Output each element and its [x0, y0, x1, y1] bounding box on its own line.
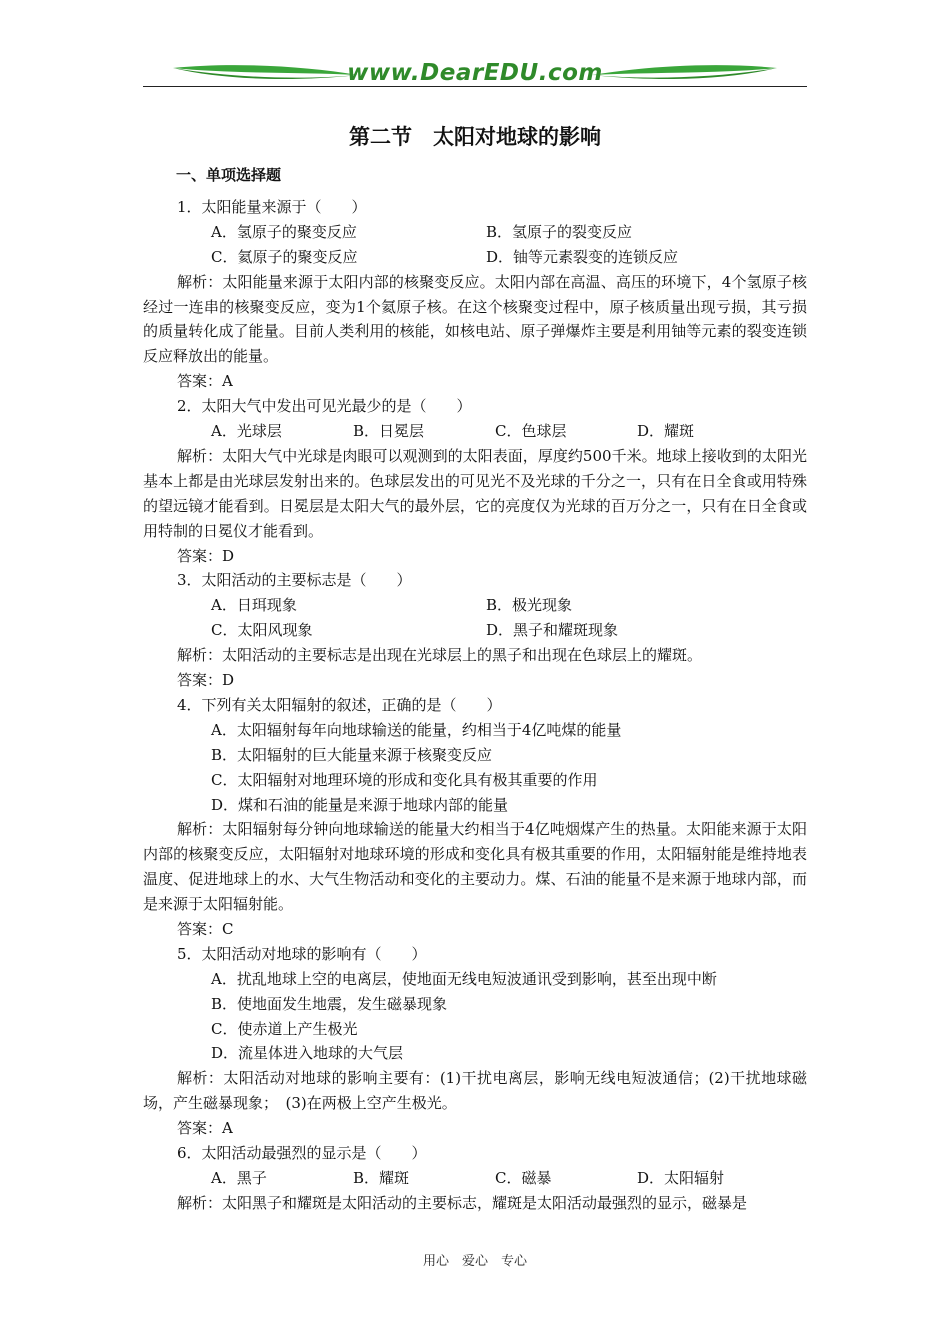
option: D．流星体进入地球的大气层	[211, 1044, 404, 1063]
option-row	[143, 419, 807, 444]
explanation: 解析：太阳活动的主要标志是出现在光球层上的黑子和出现在色球层上的耀斑。	[177, 646, 703, 665]
explanation: 解析：太阳活动对地球的影响主要有：(1)干扰电离层，影响无线电短波通信；(2)干扰地球磁场，产生磁暴现象； (3)在两极上空产生极光。	[143, 1069, 807, 1113]
answer: 答案：D	[177, 671, 235, 690]
site-logo-text: www.DearEDU.com	[347, 60, 603, 86]
explanation: 解析：太阳大气中光球是肉眼可以观测到的太阳表面，厚度约500千米。地球上接收到的太阳光基本上都是由光球层发射出来的。色球层发出的可见光不及光球的千分之一，只有在日全食或用特殊的望远镜才能看到。日冕层是太阳大气的最外层，它的亮度仅为光球的百万分之一，只有在日全食或用特制的日冕仪才能看到。	[143, 446, 807, 540]
option-row	[143, 220, 807, 245]
option-row	[143, 593, 807, 618]
option: D．太阳辐射	[637, 1168, 725, 1187]
option-row	[143, 1166, 807, 1191]
option: D．煤和石油的能量是来源于地球内部的能量	[211, 795, 509, 814]
option: B．使地面发生地震，发生磁暴现象	[211, 994, 448, 1013]
answer: 答案：C	[177, 920, 234, 939]
explanation: 解析：太阳辐射每分钟向地球输送的能量大约相当于4亿吨烟煤产生的热量。太阳能来源于太阳内部的核聚变反应，太阳辐射对地球环境的形成和变化具有极其重要的作用，太阳辐射能是维持地表温度、促进地球上的水、大气生物活动和变化的主要动力。煤、石油的能量不是来源于地球内部，而是来源于太阳辐射能。	[143, 820, 807, 914]
question-stem: 1．太阳能量来源于（ ）	[177, 198, 367, 216]
explanation: 解析：太阳黑子和耀斑是太阳活动的主要标志，耀斑是太阳活动最强烈的显示，磁暴是	[177, 1193, 748, 1212]
question-stem: 4．下列有关太阳辐射的叙述，正确的是（ ）	[177, 695, 502, 714]
page-title: 第二节 太阳对地球的影响	[349, 125, 601, 149]
option: C．色球层	[495, 422, 567, 441]
option: C．太阳风现象	[211, 621, 313, 640]
option: B．耀斑	[353, 1168, 410, 1187]
explanation: 解析：太阳能量来源于太阳内部的核聚变反应。太阳内部在高温、高压的环境下，4个氢原子核经过一连串的核聚变反应，变为1个氦原子核。在这个核聚变过程中，原子核质量出现亏损，其亏损的质量转化成了能量。目前人类利用的核能，如核电站、原子弹爆炸主要是利用铀等元素的裂变连锁反应释放出的能量。	[143, 272, 807, 366]
option: A．光球层	[211, 422, 282, 441]
option: B．氢原子的裂变反应	[486, 222, 633, 241]
site-header	[143, 58, 807, 92]
option: C．氦原子的聚变反应	[211, 247, 358, 266]
section-heading: 一、单项选择题	[176, 166, 282, 184]
option: C．太阳辐射对地理环境的形成和变化具有极其重要的作用	[211, 770, 598, 789]
question-stem: 5．太阳活动对地球的影响有（ ）	[177, 944, 427, 963]
answer: 答案：D	[177, 546, 235, 565]
question-stem: 6．太阳活动最强烈的显示是（ ）	[177, 1144, 427, 1163]
option: C．使赤道上产生极光	[211, 1019, 358, 1038]
option: A．黑子	[211, 1168, 267, 1187]
option: B．极光现象	[486, 596, 573, 615]
option: A．日珥现象	[211, 596, 297, 615]
option: D．铀等元素裂变的连锁反应	[486, 247, 679, 266]
question-stem: 3．太阳活动的主要标志是（ ）	[177, 571, 412, 590]
option: B．日冕层	[353, 422, 425, 441]
option: A．扰乱地球上空的电离层，使地面无线电短波通讯受到影响，甚至出现中断	[211, 969, 717, 988]
answer: 答案：A	[177, 372, 233, 391]
page-footer: 用心 爱心 专心	[422, 1254, 527, 1269]
answer: 答案：A	[177, 1119, 233, 1138]
header-rule	[143, 86, 807, 87]
question-list	[143, 195, 807, 1216]
question-stem: 2．太阳大气中发出可见光最少的是（ ）	[177, 397, 472, 416]
option-row	[143, 618, 807, 643]
option: C．磁暴	[495, 1168, 552, 1187]
option-row	[143, 245, 807, 270]
option: D．黑子和耀斑现象	[486, 621, 619, 640]
option: B．太阳辐射的巨大能量来源于核聚变反应	[211, 745, 493, 764]
option: A．太阳辐射每年向地球输送的能量，约相当于4亿吨煤的能量	[211, 720, 622, 739]
option: A．氢原子的聚变反应	[211, 222, 357, 241]
option: D．耀斑	[637, 422, 695, 441]
